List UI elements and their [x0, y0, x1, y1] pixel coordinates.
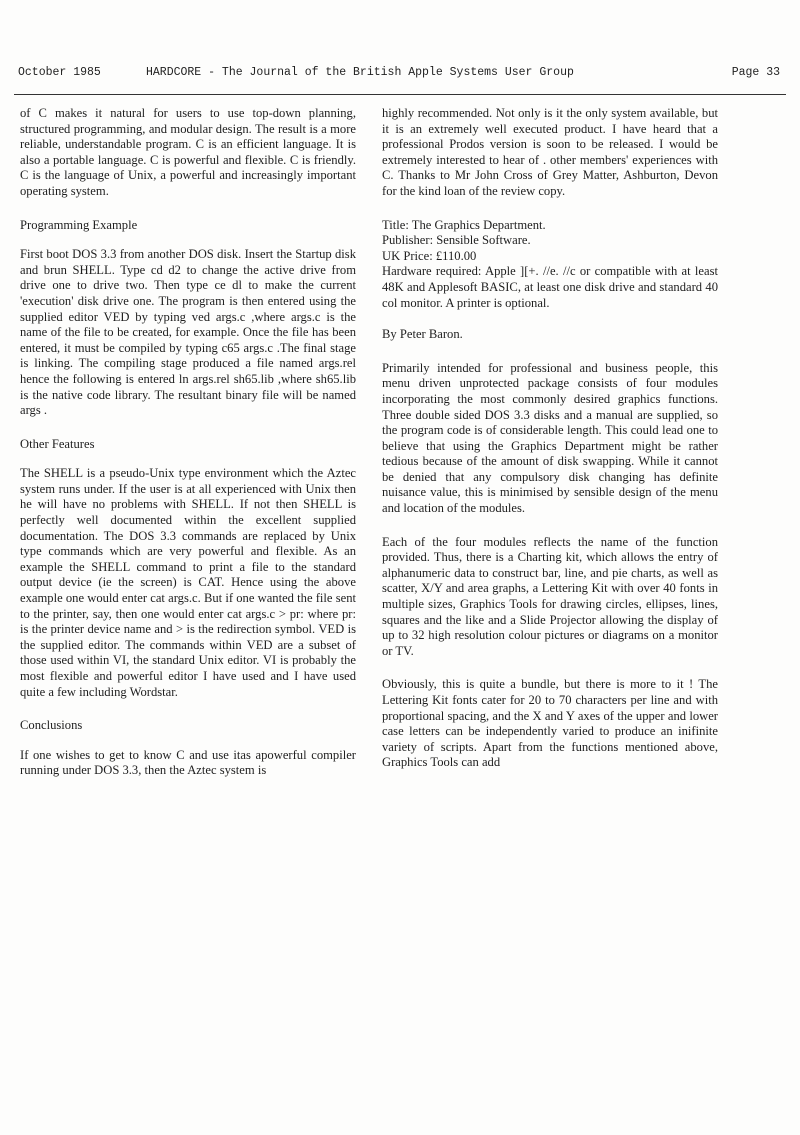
review-hardware: Hardware required: Apple ][+. //e. //c or compatible with at least 48K and Applesoft BASIC, at least one disk drive and standard 40 col monitor. A printer is optional. [382, 264, 718, 310]
heading-other-features: Other Features [20, 436, 95, 451]
heading-conclusions: Conclusions [20, 718, 83, 733]
header-rule [14, 94, 786, 95]
review-publisher: Publisher: Sensible Software. [382, 233, 531, 248]
left-column [20, 106, 356, 797]
right-column [382, 106, 718, 789]
header-date: October 1985 [18, 66, 101, 79]
header-page-number: Page 33 [731, 66, 780, 79]
review-title: Title: The Graphics Department. [382, 217, 546, 232]
heading-programming-example: Programming Example [20, 217, 138, 232]
page-header [18, 66, 780, 84]
programming-example-paragraph: First boot DOS 3.3 from another DOS disk. Insert the Startup disk and brun SHELL. Type cd d2 to change the active drive from drive one to drive two. Then type ce dl to make the current 'execution' disk drive one. The program is then entered using the supplied editor VED by typing ved args.c ,where args.c is the name of the file to be created, for example. Once the file has been entered, it must be compiled by typing c65 args.c .The final stage is linking. The compiling stage produced a file named args.rel hence the following is entered ln args.rel sh65.lib ,where sh65.lib is the native code library. The resultant binary file will be named args . [20, 247, 356, 418]
continuation-paragraph: highly recommended. Not only is it the only system available, but it is an extremely well executed product. I have heard that a professional Prodos version is soon to be released. I would be extremely interested to hear of . other members' experiences with C. Thanks to Mr John Cross of Grey Matter, Ashburton, Devon for the kind loan of the review copy. [382, 106, 718, 198]
review-paragraph-2: Each of the four modules reflects the name of the function provided. Thus, there is a Charting kit, which allows the entry of alphanumeric data to construct bar, line, and pie charts, as well as scatter, X/Y and area graphs, a Lettering Kit with over 40 fonts in multiple sizes, Graphics Tools for drawing circles, ellipses, lines, squares and the like and a Slide Projector allowing the display of up to 32 high resolution colour pictures or diagrams on a monitor or TV. [382, 534, 718, 658]
review-spec-block [382, 218, 718, 312]
review-byline: By Peter Baron. [382, 327, 463, 342]
intro-paragraph: of C makes it natural for users to use top-down planning, structured programming, and modular design. The result is a more reliable, understandable program. C is an efficient language. It is also a portable language. C is powerful and flexible. C is friendly. C is the language of Unix, a powerful and increasingly important operating system. [20, 106, 356, 198]
conclusions-paragraph: If one wishes to get to know C and use itas apowerful compiler running under DOS 3.3, then the Aztec system is [20, 747, 356, 778]
review-price: UK Price: £110.00 [382, 248, 477, 263]
header-title: HARDCORE - The Journal of the British Apple Systems User Group [146, 66, 574, 79]
review-paragraph-3: Obviously, this is quite a bundle, but there is more to it ! The Lettering Kit fonts cater for 20 to 70 characters per line and with proportional spacing, and the X and Y axes of the upper and lower case letters can be independently varied to produce an inifinite variety of scripts. Apart from the functions mentioned above, Graphics Tools can add [382, 677, 718, 770]
other-features-paragraph: The SHELL is a pseudo-Unix type environment which the Aztec system runs under. If the user is at all experienced with Unix then he will have no problems with SHELL. If not then SHELL is perfectly well documented within the excellent supplied documentation. The DOS 3.3 commands are replaced by Unix type commands which are very powerful and flexible. As an example the SHELL command to print a file to the standard output device (ie the screen) is CAT. Hence using the above example one would enter cat args.c. But if one wanted the file sent to the printer, say, then one would enter cat args.c > pr: where pr: is the printer device name and > is the redirection symbol. VED is the supplied editor. The commands within VED are a subset of those used within VI, the standard Unix editor. VI is probably the most flexible and powerful editor I have used and I have used quite a few including Wordstar. [20, 466, 356, 699]
review-paragraph-1: Primarily intended for professional and business people, this menu driven unprotected package consists of four modules incorporating the most commonly desired graphics functions. Three double sided DOS 3.3 disks and a manual are supplied, so the program code is of considerable length. This could lead one to believe that using the Graphics Department might be rather tedious because of the amount of disk swapping. While it cannot be denied that any compulsory disk changing has definite nuisance value, this is minimised by sensible design of the menu and location of the modules. [382, 360, 718, 516]
